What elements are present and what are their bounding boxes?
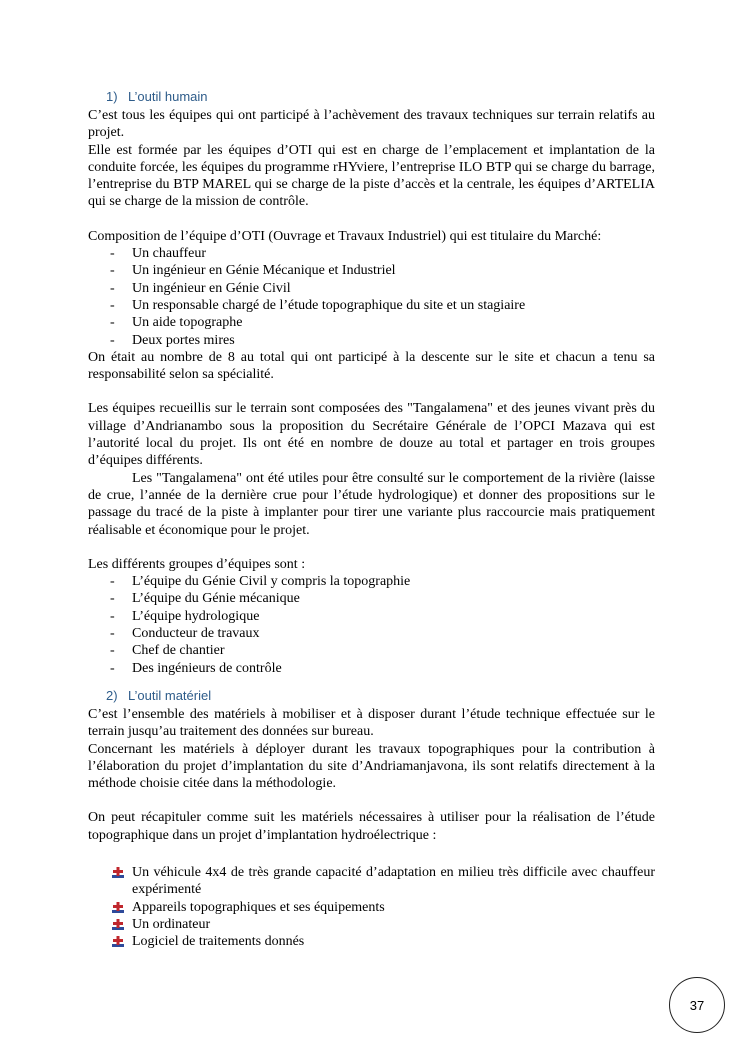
list-item: - Chef de chantier (110, 643, 225, 659)
list-item: - Un aide topographe (110, 315, 243, 331)
composition-intro: Composition de l’équipe d’OTI (Ouvrage et Travaux Industriel) qui est titulaire du Marché: (88, 228, 602, 244)
list-item: - Un chauffeur (110, 246, 206, 262)
dash-bullet: - (110, 626, 115, 642)
section2-paragraph: C’est l’ensemble des matériels à mobiliser et à disposer durant l’étude technique effectuée sur le terrain jusqu’au traitement des données sur bureau. (88, 706, 655, 740)
dash-bullet: - (110, 660, 115, 676)
teams-paragraph: Les équipes recueillis sur le terrain sont composées des "Tangalamena" et des jeunes vivant près du village d’Andrianambo sous la proposition du Secrétaire Générale de l’OPCI Mazava qui est l’autorité local du projet. Ils ont été en nombre de douze au total et partager en trois groupes d’équipes différents. (88, 401, 655, 469)
dash-bullet: - (110, 332, 115, 348)
plus-bullet-icon (112, 919, 124, 930)
groups-intro: Les différents groupes d’équipes sont : (88, 556, 306, 572)
section1-paragraph: C’est tous les équipes qui ont participé à l’achèvement des travaux techniques sur terrain relatifs au projet. (88, 108, 655, 141)
list-item: Un ordinateur (88, 916, 655, 933)
dash-bullet: - (110, 591, 115, 607)
list-item: - L’équipe du Génie Civil y compris la topographie (110, 574, 411, 590)
dash-bullet: - (110, 608, 115, 624)
groups-list (88, 573, 655, 677)
plus-bullet-icon (112, 936, 124, 947)
plus-bullet-icon (112, 867, 124, 878)
list-item: - Un ingénieur en Génie Civil (110, 280, 291, 296)
list-item: Appareils topographiques et ses équipements (88, 899, 655, 916)
list-item: Logiciel de traitements donnés (88, 933, 655, 950)
composition-after: On était au nombre de 8 au total qui ont participé à la descente sur le site et chacun a tenu sa responsabilité selon sa spécialité. (88, 349, 655, 383)
section1-number: 1) (106, 89, 118, 104)
dash-bullet: - (110, 297, 115, 313)
section2-title: L’outil matériel (128, 687, 212, 703)
dash-bullet: - (110, 643, 115, 659)
list-item: - Un responsable chargé de l’étude topographique du site et un stagiaire (110, 297, 526, 313)
dash-bullet: - (110, 246, 115, 262)
list-item: - L’équipe hydrologique (110, 608, 260, 624)
page-number: 37 (669, 977, 725, 1033)
section2-paragraph: Concernant les matériels à déployer durant les travaux topographiques pour la contribution à l’élaboration du projet d’implantation du site d’Andriamanjavona, ils sont relatifs directement à la méthode choisie citée dans la méthodologie. (88, 741, 655, 792)
section1-paragraph: Elle est formée par les équipes d’OTI qui est en charge de l’emplacement et implantation de la conduite forcée, les équipes du programme rHYviere, l’entreprise ILO BTP qui se charge du barrage, l’entreprise du BTP MAREL qui se charge de la piste d’accès et la centrale, les équipes d’ARTELIA qui se charge de la mission de contrôle. (88, 142, 655, 210)
section2-number: 2) (106, 687, 118, 703)
tangalamena-paragraph: Les "Tangalamena" ont été utiles pour être consulté sur le comportement de la rivière (laisse de crue, l’année de la dernière crue pour l’étude hydrologique) et donner des propositions sur le passage du tracé de la piste à implanter pour tirer une variante plus raccourcie mais pratiquement réalisable et économique pour le projet. (88, 470, 655, 538)
page-content (88, 88, 655, 950)
composition-list (88, 245, 655, 349)
dash-bullet: - (110, 315, 115, 331)
section1-title: L’outil humain (128, 89, 208, 104)
list-item: - L’équipe du Génie mécanique (110, 591, 300, 607)
section2-heading (88, 687, 655, 704)
list-item: - Des ingénieurs de contrôle (110, 660, 282, 676)
list-item: - Conducteur de travaux (110, 626, 260, 642)
list-item: - Un ingénieur en Génie Mécanique et Industriel (110, 263, 396, 279)
list-item: - Deux portes mires (110, 332, 235, 348)
dash-bullet: - (110, 263, 115, 279)
section1-heading (88, 88, 655, 105)
recap-intro: On peut récapituler comme suit les matériels nécessaires à utiliser pour la réalisation de l’étude topographique dans un projet d’implantation hydroélectrique : (88, 810, 655, 843)
plus-bullet-icon (112, 902, 124, 913)
dash-bullet: - (110, 280, 115, 296)
materials-list (88, 864, 655, 950)
dash-bullet: - (110, 574, 115, 590)
list-item: Un véhicule 4x4 de très grande capacité d’adaptation en milieu très difficile avec chauffeur expérimenté (88, 864, 655, 899)
